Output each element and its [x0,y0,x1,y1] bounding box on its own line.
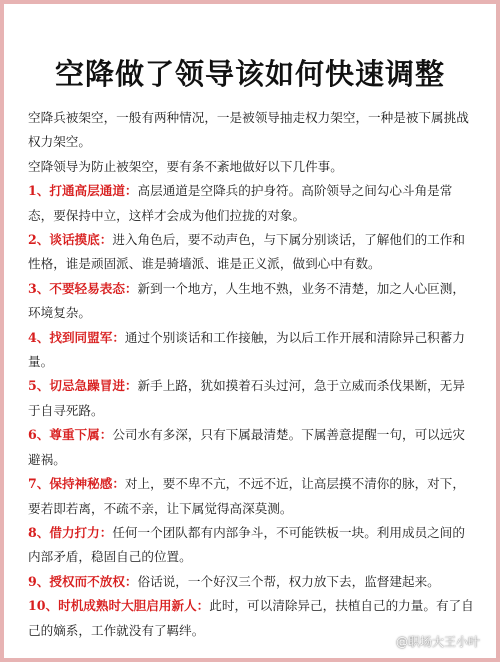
item-heading: 1、打通高层通道： [28,183,138,199]
item-heading: 2、谈话摸底： [28,232,113,248]
item-text: 俗话说，一个好汉三个帮，权力放下去，监督建起来。 [137,573,440,589]
list-item-3 [28,277,476,326]
title-wrap [4,52,496,93]
list-item-7 [28,472,476,521]
item-heading: 6、尊重下属： [28,427,113,443]
author-watermark: @职场大王小叶 [395,635,480,649]
list-item-6 [28,423,476,472]
item-heading: 3、不要轻易表态： [28,280,138,296]
intro-paragraph-2: 空降领导为防止被架空，要有条不紊地做好以下几件事。 [28,158,343,174]
intro-paragraph-1: 空降兵被架空，一般有两种情况，一是被领导抽走权力架空，一种是被下属挑战权力架空。 [28,110,469,150]
item-heading: 7、保持神秘感： [28,476,125,492]
item-heading: 4、找到同盟军： [28,329,125,345]
item-text: 新手上路，犹如摸着石头过河，急于立威而杀伐果断，无异于自寻死路。 [28,378,465,418]
item-text: 高层通道是空降兵的护身符。高阶领导之间勾心斗角是常态，要保持中立，这样才会成为他们拉拢的对象。 [28,183,453,223]
item-text: 进入角色后，要不动声色，与下属分别谈话，了解他们的工作和性格，谁是顽固派、谁是骑墙派、谁是正义派，做到心中有数。 [28,232,465,272]
item-heading: 5、切忌急躁冒进： [28,378,138,394]
item-heading: 10、时机成熟时大胆启用新人： [28,598,210,614]
item-text: 公司水有多深，只有下属最清楚。下属善意提醒一句，可以远灾避祸。 [28,427,465,467]
item-text: 此时，可以清除异己，扶植自己的力量。有了自己的嫡系，工作就没有了羁绊。 [28,598,474,638]
list-item-2 [28,228,476,277]
item-heading: 8、借力打力： [28,524,113,540]
list-item-8 [28,521,476,570]
list-item-4 [28,326,476,375]
item-text: 对上，要不卑不亢，不远不近，让高层摸不清你的脉，对下，要若即若离，不疏不亲，让下属觉得高深莫测。 [28,476,465,516]
article-body [28,106,476,643]
list-item-5 [28,374,476,423]
list-item-1 [28,179,476,228]
item-heading: 9、授权而不放权： [28,573,138,589]
item-text: 新到一个地方，人生地不熟，业务不清楚，加之人心叵测，环境复杂。 [28,280,465,321]
item-text: 任何一个团队都有内部争斗，不可能铁板一块。利用成员之间的内部矛盾，稳固自己的位置。 [28,524,465,565]
item-text: 通过个别谈话和工作接触，为以后工作开展和清除异己积蓄力量。 [28,329,465,370]
page-title: 空降做了领导该如何快速调整 [54,57,445,91]
list-item-9 [28,570,476,594]
